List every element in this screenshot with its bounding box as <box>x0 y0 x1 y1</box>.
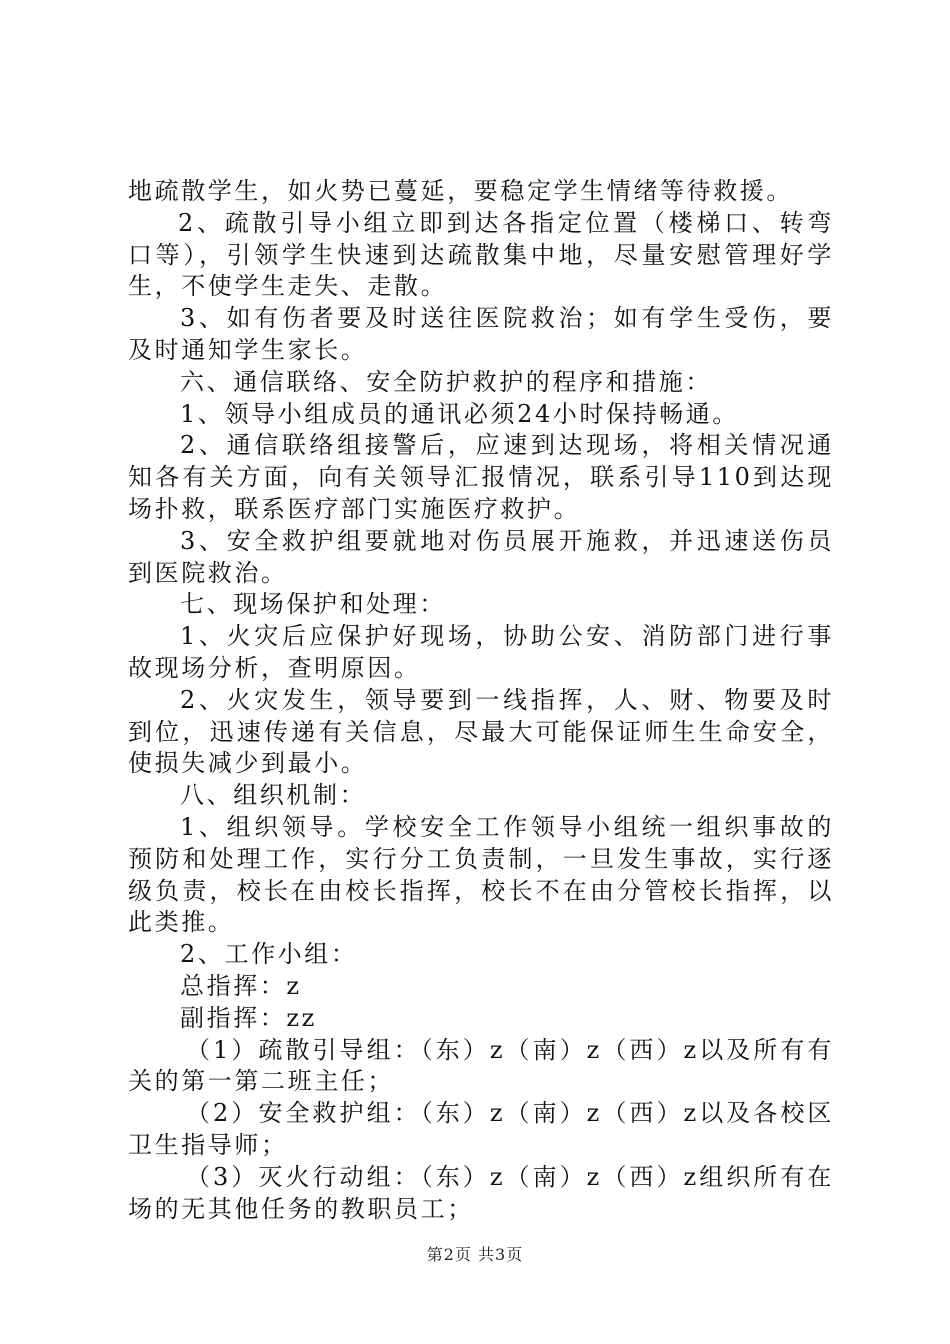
paragraph-deputy-commander: 副指挥：zz <box>180 1003 317 1032</box>
document-body <box>128 176 834 1225</box>
paragraph-work-groups: 2、工作小组： <box>180 940 358 969</box>
paragraph-evacuation-guide: 2、疏散引导小组立即到达各指定位置（楼梯口、转弯口等），引领学生快速到达疏散集中地，尽量安慰管理好学生，不使学生走失、走散。 <box>128 208 834 301</box>
paragraph-rescue: 3、安全救护组要就地对伤员展开施救，并迅速送伤员到医院救治。 <box>128 526 834 587</box>
paragraph-continuation: 地疏散学生，如火势已蔓延，要稳定学生情绪等待救援。 <box>128 177 793 205</box>
page-number-footer: 第2页 共3页 <box>426 1245 524 1264</box>
section-heading-site-protection: 七、现场保护和处理： <box>180 590 446 619</box>
paragraph-group-rescue: （2）安全救护组：（东）z（南）z（西）z以及各校区卫生指导师； <box>128 1099 834 1159</box>
paragraph-comm-alarm: 2、通信联络组接警后，应速到达现场，将相关情况通知各有关方面，向有关领导汇报情况，联系引导110到达现场扑救，联系医疗部门实施医疗救护。 <box>128 431 834 523</box>
paragraph-chief-commander: 总指挥：z <box>180 971 302 1000</box>
paragraph-protect-site: 1、火灾后应保护好现场，协助公安、消防部门进行事故现场分析，查明原因。 <box>128 622 834 682</box>
section-heading-communication: 六、通信联络、安全防护救护的程序和措施： <box>180 367 712 396</box>
section-heading-organization: 八、组织机制： <box>180 781 367 810</box>
paragraph-org-leadership: 1、组织领导。学校安全工作领导小组统一组织事故的预防和处理工作，实行分工负责制，一旦发生事故，实行逐级负责，校长在由校长指挥，校长不在由分管校长指挥，以此类推。 <box>128 812 834 937</box>
paragraph-injured: 3、如有伤者要及时送往医院救治；如有学生受伤，要及时通知学生家长。 <box>128 304 834 364</box>
paragraph-leaders-command: 2、火灾发生，领导要到一线指挥，人、财、物要及时到位，迅速传递有关信息，尽最大可能保证师生生命安全，使损失减少到最小。 <box>128 685 834 778</box>
paragraph-group-evacuation: （1）疏散引导组：（东）z（南）z（西）z以及所有有关的第一第二班主任； <box>128 1035 834 1096</box>
paragraph-group-firefighting: （3）灭火行动组：（东）z（南）z（西）z组织所有在场的无其他任务的教职员工； <box>128 1162 834 1223</box>
paragraph-comm-24h: 1、领导小组成员的通讯必须24小时保持畅通。 <box>180 399 740 428</box>
